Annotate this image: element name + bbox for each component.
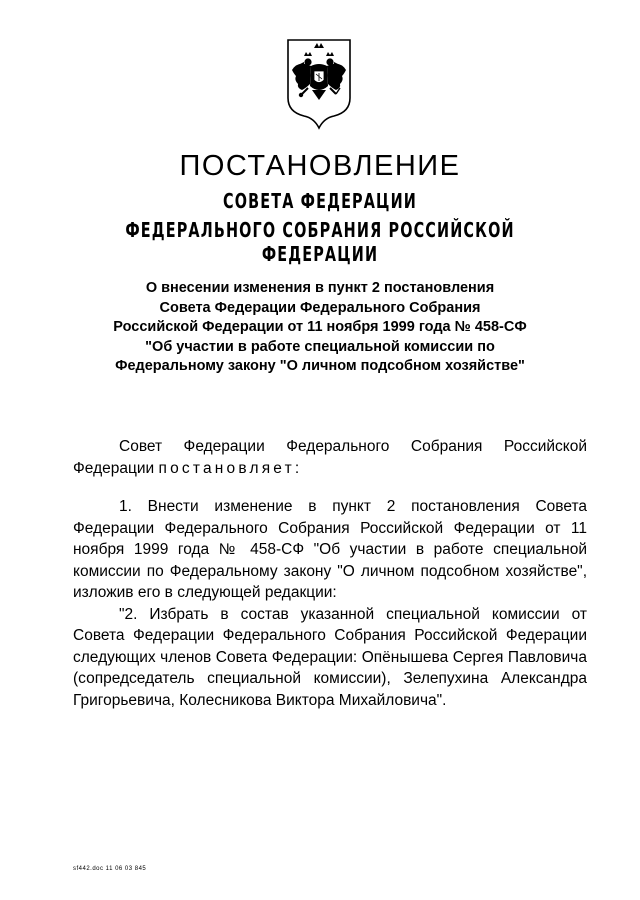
intro-paragraph: [73, 436, 587, 479]
subject-line: Совета Федерации Федерального Собрания: [159, 299, 481, 316]
intro-text: Совет Федерации Федерального Собрания Российской Федерации: [73, 438, 587, 477]
file-reference-footer: sf442.doc 11 06 03 845: [73, 866, 147, 872]
subject-line: Российской Федерации от 11 ноября 1999 года № 458-СФ: [113, 319, 527, 335]
coat-of-arms-emblem: [284, 38, 354, 130]
document-subtitle-line2: ФЕДЕРАЛЬНОГО СОБРАНИЯ РОССИЙСКОЙ ФЕДЕРАЦИИ: [125, 218, 515, 266]
subject-line: Федеральному закону "О личном подсобном хозяйстве": [115, 358, 525, 374]
document-subtitle-line1: СОВЕТА ФЕДЕРАЦИИ: [223, 189, 417, 213]
document-title: ПОСТАНОВЛЕНИЕ: [179, 150, 461, 182]
subject-line: О внесении изменения в пункт 2 постановления: [145, 280, 495, 296]
document-subject: [80, 279, 560, 377]
intro-resolves-word: постановляет:: [158, 459, 303, 477]
resolution-points: [73, 496, 587, 711]
point-2-paragraph: "2. Избрать в состав указанной специальной комиссии от Совета Федерации Федерального Собрания Российской Федерации следующих членов Совета Федерации: Опёнышева Сергея Павловича (сопредседатель специальной комиссии), Зелепухина Александра Григорьевича, Колесникова Виктора Михайловича".: [73, 605, 587, 709]
subject-line: "Об участии в работе специальной комиссии по: [145, 338, 495, 355]
point-1-paragraph: 1. Внести изменение в пункт 2 постановления Совета Федерации Федерального Собрания Российской Федерации от 11 ноября 1999 года № 458-СФ "Об участии в работе специальной комиссии по Федеральному закону "О личном подсобном хозяйстве", изложив его в следующей редакции:: [73, 498, 587, 601]
